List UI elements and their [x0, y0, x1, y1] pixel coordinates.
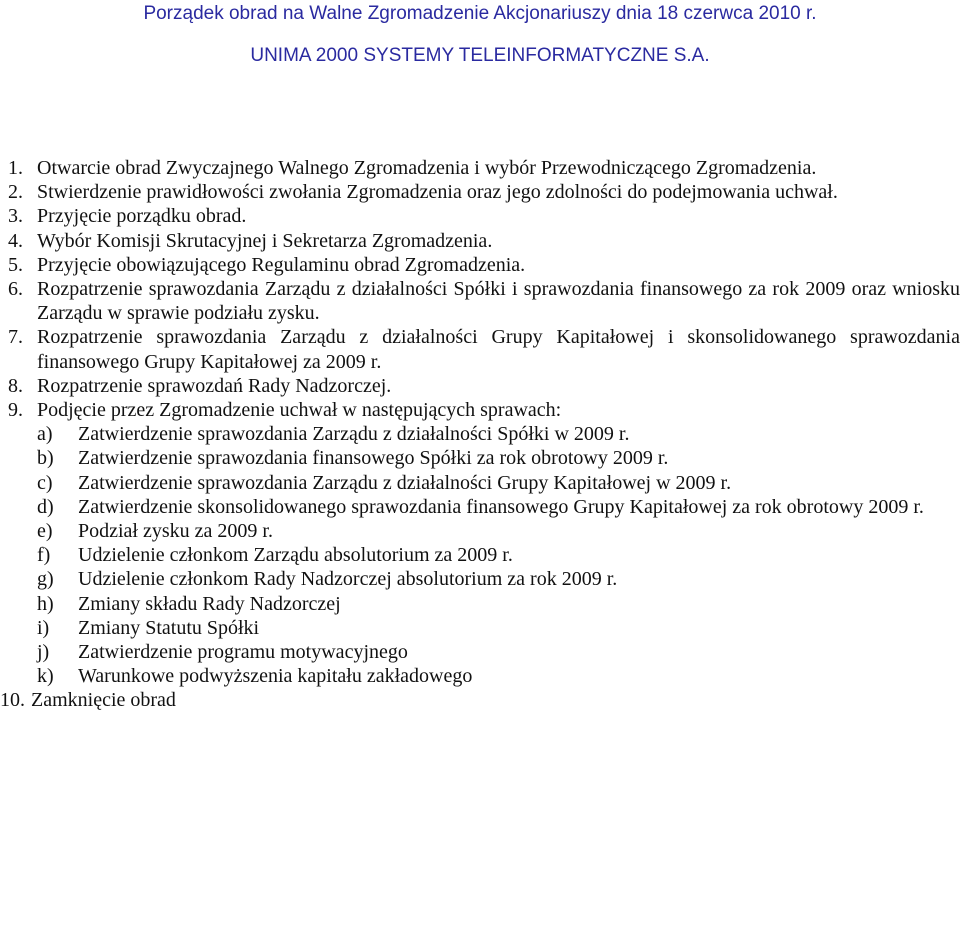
resolution-text: Udzielenie członkom Zarządu absolutorium za 2009 r. — [78, 544, 513, 567]
agenda-item-number: 10. — [0, 689, 25, 712]
agenda-item-number: 9. — [8, 399, 23, 422]
resolution-text: Zmiany Statutu Spółki — [78, 616, 260, 639]
resolution-text: Zmiany składu Rady Nadzorczej — [78, 592, 341, 615]
agenda-item-text: Zamknięcie obrad — [31, 689, 176, 712]
agenda-item — [8, 156, 960, 180]
resolution-item — [37, 592, 960, 616]
agenda-item — [8, 277, 960, 325]
resolution-item — [37, 640, 960, 664]
agenda-list — [0, 156, 960, 713]
resolution-text: Zatwierdzenie sprawozdania Zarządu z działalności Grupy Kapitałowej w 2009 r. — [78, 471, 732, 494]
resolution-text: Zatwierdzenie sprawozdania Zarządu z działalności Spółki w 2009 r. — [78, 423, 630, 446]
resolution-text: Podział zysku za 2009 r. — [78, 520, 273, 543]
resolution-item — [37, 664, 960, 688]
resolution-text: Zatwierdzenie sprawozdania finansowego Spółki za rok obrotowy 2009 r. — [78, 447, 669, 470]
resolution-item — [37, 495, 960, 519]
agenda-item-text: Podjęcie przez Zgromadzenie uchwał w następujących sprawach: — [37, 399, 562, 422]
resolution-letter: k) — [37, 665, 54, 688]
resolution-item — [37, 519, 960, 543]
resolution-item — [37, 471, 960, 495]
agenda-item — [8, 325, 960, 373]
agenda-item-number: 4. — [8, 229, 23, 252]
resolution-text: Udzielenie członkom Rady Nadzorczej absolutorium za rok 2009 r. — [78, 568, 618, 591]
agenda-item — [8, 253, 960, 277]
resolution-item — [37, 616, 960, 640]
agenda-item — [8, 229, 960, 253]
agenda-item — [8, 180, 960, 204]
agenda-item-text: Przyjęcie obowiązującego Regulaminu obrad Zgromadzenia. — [37, 253, 526, 276]
agenda-item — [8, 204, 960, 228]
resolution-letter: c) — [37, 471, 53, 494]
title-link-agenda[interactable]: Porządek obrad na Walne Zgromadzenie Akcjonariuszy dnia 18 czerwca 2010 r. — [143, 3, 817, 24]
agenda-item-text: Stwierdzenie prawidłowości zwołania Zgromadzenia oraz jego zdolności do podejmowania uchwał. — [37, 181, 838, 204]
resolution-item — [37, 446, 960, 470]
resolution-text: Zatwierdzenie skonsolidowanego sprawozdania finansowego Grupy Kapitałowej za rok obrotowy 2009 r. — [78, 495, 924, 518]
resolution-letter: f) — [37, 544, 51, 567]
agenda-item — [8, 398, 960, 688]
agenda-item-number: 8. — [8, 374, 23, 397]
resolution-item — [37, 567, 960, 591]
agenda-item-text: Rozpatrzenie sprawozdań Rady Nadzorczej. — [37, 374, 392, 397]
resolution-letter: j) — [37, 641, 50, 664]
resolution-letter: b) — [37, 447, 54, 470]
resolution-text: Zatwierdzenie programu motywacyjnego — [78, 641, 408, 664]
resolution-item — [37, 422, 960, 446]
resolution-letter: i) — [37, 616, 50, 639]
resolution-letter: g) — [37, 568, 54, 591]
agenda-item-text: Wybór Komisji Skrutacyjnej i Sekretarza Zgromadzenia. — [37, 229, 493, 252]
resolution-letter: d) — [37, 495, 54, 518]
agenda-item-number: 3. — [8, 205, 23, 228]
agenda-item-text: Rozpatrzenie sprawozdania Zarządu z działalności Grupy Kapitałowej i skonsolidowanego sprawozdania finansowego Grupy Kapitałowej za 2009 r. — [37, 326, 960, 373]
resolution-text: Warunkowe podwyższenia kapitału zakładowego — [78, 665, 473, 688]
agenda-item-number: 1. — [8, 157, 23, 179]
agenda-item-text: Przyjęcie porządku obrad. — [37, 205, 247, 228]
agenda-item-closing — [0, 688, 960, 712]
agenda-item-text: Otwarcie obrad Zwyczajnego Walnego Zgromadzenia i wybór Przewodniczącego Zgromadzenia. — [37, 157, 817, 179]
resolution-letter: h) — [37, 592, 54, 615]
agenda-item-number: 5. — [8, 253, 23, 276]
agenda-item — [8, 374, 960, 398]
resolution-item — [37, 543, 960, 567]
resolution-letter: e) — [37, 520, 53, 543]
agenda-item-number: 7. — [8, 326, 23, 349]
resolution-sublist — [37, 422, 960, 688]
agenda-item-number: 2. — [8, 181, 23, 204]
title-link-company[interactable]: UNIMA 2000 SYSTEMY TELEINFORMATYCZNE S.A. — [250, 45, 710, 66]
agenda-item-text: Rozpatrzenie sprawozdania Zarządu z działalności Spółki i sprawozdania finansowego za rok 2009 oraz wniosku Zarządu w sprawie podziału zysku. — [37, 278, 960, 325]
agenda-item-number: 6. — [8, 278, 23, 301]
resolution-letter: a) — [37, 423, 53, 446]
